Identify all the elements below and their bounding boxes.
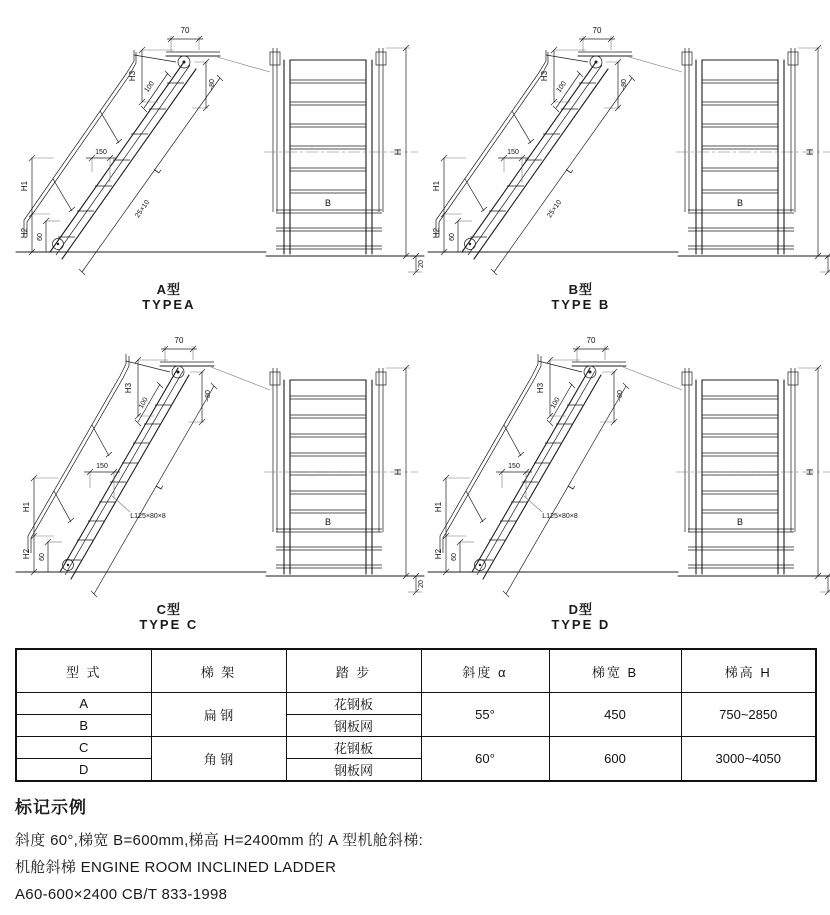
col-header-type: 型 式 — [16, 649, 151, 693]
figure-type-b — [420, 6, 822, 324]
cell-frame-flat-steel: 扁 钢 — [151, 693, 286, 737]
side-view — [16, 26, 270, 275]
cell-type-d: D — [16, 759, 151, 782]
front-view — [676, 365, 830, 595]
dim-label-top-width: 70 — [586, 336, 596, 345]
marking-example-line-1: 斜度 60°,梯宽 B=600mm,梯高 H=2400mm 的 A 型机舱斜梯: — [15, 832, 424, 849]
cell-type-b: B — [16, 715, 151, 737]
dim-label-clearance: ~80 — [621, 79, 628, 91]
dim-label-slope-inset: 100 — [143, 80, 156, 94]
dim-label-width: B — [736, 198, 744, 208]
cell-step-b: 钢板网 — [286, 715, 421, 737]
table-row — [16, 737, 816, 759]
dim-label-height: H — [805, 468, 815, 476]
dim-label-width: B — [736, 517, 744, 527]
dim-label-h3: H3 — [536, 382, 545, 394]
dim-label-stringer: 25×10 — [134, 199, 152, 220]
dim-label-toe: 60 — [451, 553, 458, 561]
dim-label-toe: 60 — [449, 233, 456, 241]
caption-en: TYPE C — [139, 617, 199, 632]
dim-label-top-width: 70 — [174, 336, 184, 345]
dim-label-h2: H2 — [432, 227, 441, 239]
dim-label-length: L — [565, 481, 577, 492]
dim-label-step-pitch: 150 — [508, 463, 520, 470]
dimensions — [434, 336, 629, 597]
type-d-drawing — [420, 326, 822, 602]
handrail — [440, 354, 541, 553]
caption-type-b — [420, 282, 742, 313]
dim-label-h3: H3 — [124, 382, 133, 394]
caption-en: TYPE D — [551, 617, 611, 632]
col-header-step: 踏 步 — [286, 649, 421, 693]
dim-label-clearance: ~80 — [205, 390, 212, 402]
figure-type-d — [420, 326, 822, 644]
col-header-frame: 梯 架 — [151, 649, 286, 693]
dim-label-step-pitch: 150 — [95, 149, 107, 156]
cell-step-d: 钢板网 — [286, 759, 421, 782]
marking-example-line-2: 机舱斜梯 ENGINE ROOM INCLINED LADDER — [15, 859, 337, 876]
dim-label-toe: 60 — [37, 233, 44, 241]
side-view — [428, 26, 682, 275]
caption-cn: D型 — [568, 602, 593, 617]
handrail — [28, 354, 129, 553]
caption-cn: C型 — [156, 602, 181, 617]
dim-label-h3: H3 — [128, 70, 137, 82]
side-view — [16, 336, 270, 597]
cell-frame-angle-steel: 角 钢 — [151, 737, 286, 782]
table-header-row — [16, 649, 816, 693]
marking-example-section — [15, 793, 735, 908]
dim-label-h2: H2 — [22, 548, 31, 560]
col-header-height: 梯高 H — [681, 649, 816, 693]
type-c-drawing — [8, 326, 425, 602]
dim-label-slope-inset: 100 — [549, 396, 562, 411]
dim-label-height: H — [393, 148, 403, 156]
dim-label-step-pitch: 150 — [507, 149, 519, 156]
cell-type-a: A — [16, 693, 151, 715]
dim-label-height: H — [805, 148, 815, 156]
dim-label-top-width: 70 — [180, 26, 190, 35]
dim-label-slope-inset: 100 — [137, 396, 150, 411]
type-a-drawing — [8, 6, 425, 282]
dim-label-toe: 60 — [39, 553, 46, 561]
dimensions — [22, 336, 217, 597]
caption-en: TYPEA — [142, 297, 196, 312]
dim-label-top-width: 70 — [592, 26, 602, 35]
dim-label-height: H — [393, 468, 403, 476]
dim-label-h1: H1 — [20, 180, 29, 192]
dim-label-h1: H1 — [22, 501, 31, 513]
cell-step-a: 花钢板 — [286, 693, 421, 715]
type-b-drawing — [420, 6, 822, 282]
cell-step-c: 花钢板 — [286, 737, 421, 759]
dim-label-length: L — [564, 165, 576, 176]
dim-label-h1: H1 — [432, 180, 441, 192]
dim-label-length: L — [152, 165, 164, 176]
front-view — [264, 45, 425, 275]
cell-slope-55: 55° — [421, 693, 549, 737]
dim-label-sill: 20 — [418, 260, 425, 268]
figure-type-a — [8, 6, 425, 324]
col-header-width: 梯宽 B — [549, 649, 681, 693]
dim-label-stringer: L125×80×8 — [542, 513, 578, 520]
dim-label-stringer: 25×10 — [546, 199, 564, 220]
front-view — [676, 45, 830, 275]
front-view — [264, 365, 425, 595]
cell-type-c: C — [16, 737, 151, 759]
figure-type-c — [8, 326, 425, 644]
dim-label-clearance: ~80 — [617, 390, 624, 402]
marking-example-heading: 标记示例 — [15, 798, 87, 817]
cell-height-750-2850: 750~2850 — [681, 693, 816, 737]
dim-label-width: B — [324, 198, 332, 208]
side-view — [428, 336, 682, 597]
dim-label-h2: H2 — [434, 548, 443, 560]
caption-type-a — [8, 282, 330, 313]
caption-cn: B型 — [568, 282, 593, 297]
cell-width-600: 600 — [549, 737, 681, 782]
table-row — [16, 693, 816, 715]
cell-height-3000-4050: 3000~4050 — [681, 737, 816, 782]
dim-label-step-pitch: 150 — [96, 463, 108, 470]
cell-width-450: 450 — [549, 693, 681, 737]
col-header-slope: 斜度 α — [421, 649, 549, 693]
spec-table — [15, 648, 815, 782]
caption-type-c — [8, 602, 330, 633]
dim-label-clearance: ~80 — [209, 79, 216, 91]
dim-label-h2: H2 — [20, 227, 29, 239]
caption-type-d — [420, 602, 742, 633]
dim-label-h1: H1 — [434, 501, 443, 513]
dim-label-h3: H3 — [540, 70, 549, 82]
dim-label-stringer: L125×80×8 — [130, 513, 166, 520]
dim-label-length: L — [153, 481, 165, 492]
dim-label-sill: 20 — [418, 580, 425, 588]
marking-example-line-3: A60-600×2400 CB/T 833-1998 — [15, 886, 228, 903]
dim-label-width: B — [324, 517, 332, 527]
caption-en: TYPE B — [551, 297, 611, 312]
caption-cn: A型 — [156, 282, 181, 297]
dim-label-slope-inset: 100 — [555, 80, 568, 94]
cell-slope-60: 60° — [421, 737, 549, 782]
